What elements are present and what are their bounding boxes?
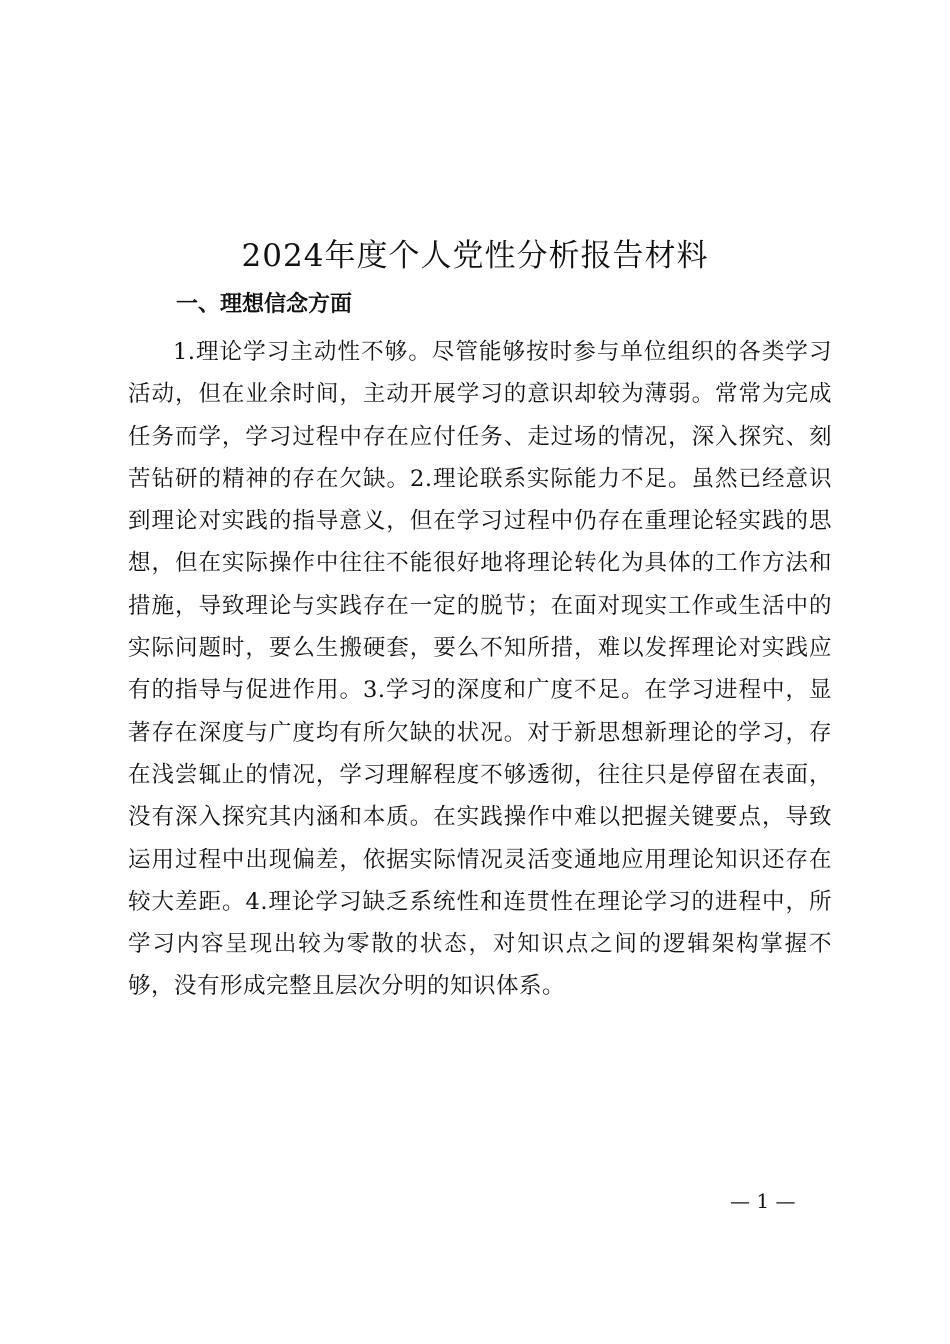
document-title: 2024年度个人党性分析报告材料 [241, 238, 709, 274]
page-number: — 1 — [730, 1189, 796, 1213]
body-paragraph: 1.理论学习主动性不够。尽管能够按时参与单位组织的各类学习活动，但在业余时间，主动开展学习的意识却较为薄弱。常常为完成任务而学，学习过程中存在应付任务、走过场的情况，深入探究、刻苦钻研的精神的存在欠缺。2.理论联系实际能力不足。虽然已经意识到理论对实践的指导意义，但在学习过程中仍存在重理论轻实践的思想，但在实际操作中往往不能很好地将理论转化为具体的工作方法和措施，导致理论与实践存在一定的脱节；在面对现实工作或生活中的实际问题时，要么生搬硬套，要么不知所措，难以发挥理论对实践应有的指导与促进作用。3.学习的深度和广度不足。在学习进程中，显著存在深度与广度均有所欠缺的状况。对于新思想新理论的学习，存在浅尝辄止的情况，学习理解程度不够透彻，往往只是停留在表面，没有深入探究其内涵和本质。在实践操作中难以把握关键要点，导致运用过程中出现偏差，依据实际情况灵活变通地应用理论知识还存在较大差距。4.理论学习缺乏系统性和连贯性在理论学习的进程中，所学习内容呈现出较为零散的状态，对知识点之间的逻辑架构掌握不够，没有形成完整且层次分明的知识体系。 [128, 339, 832, 1000]
section-heading: 一、理想信念方面 [176, 292, 353, 317]
